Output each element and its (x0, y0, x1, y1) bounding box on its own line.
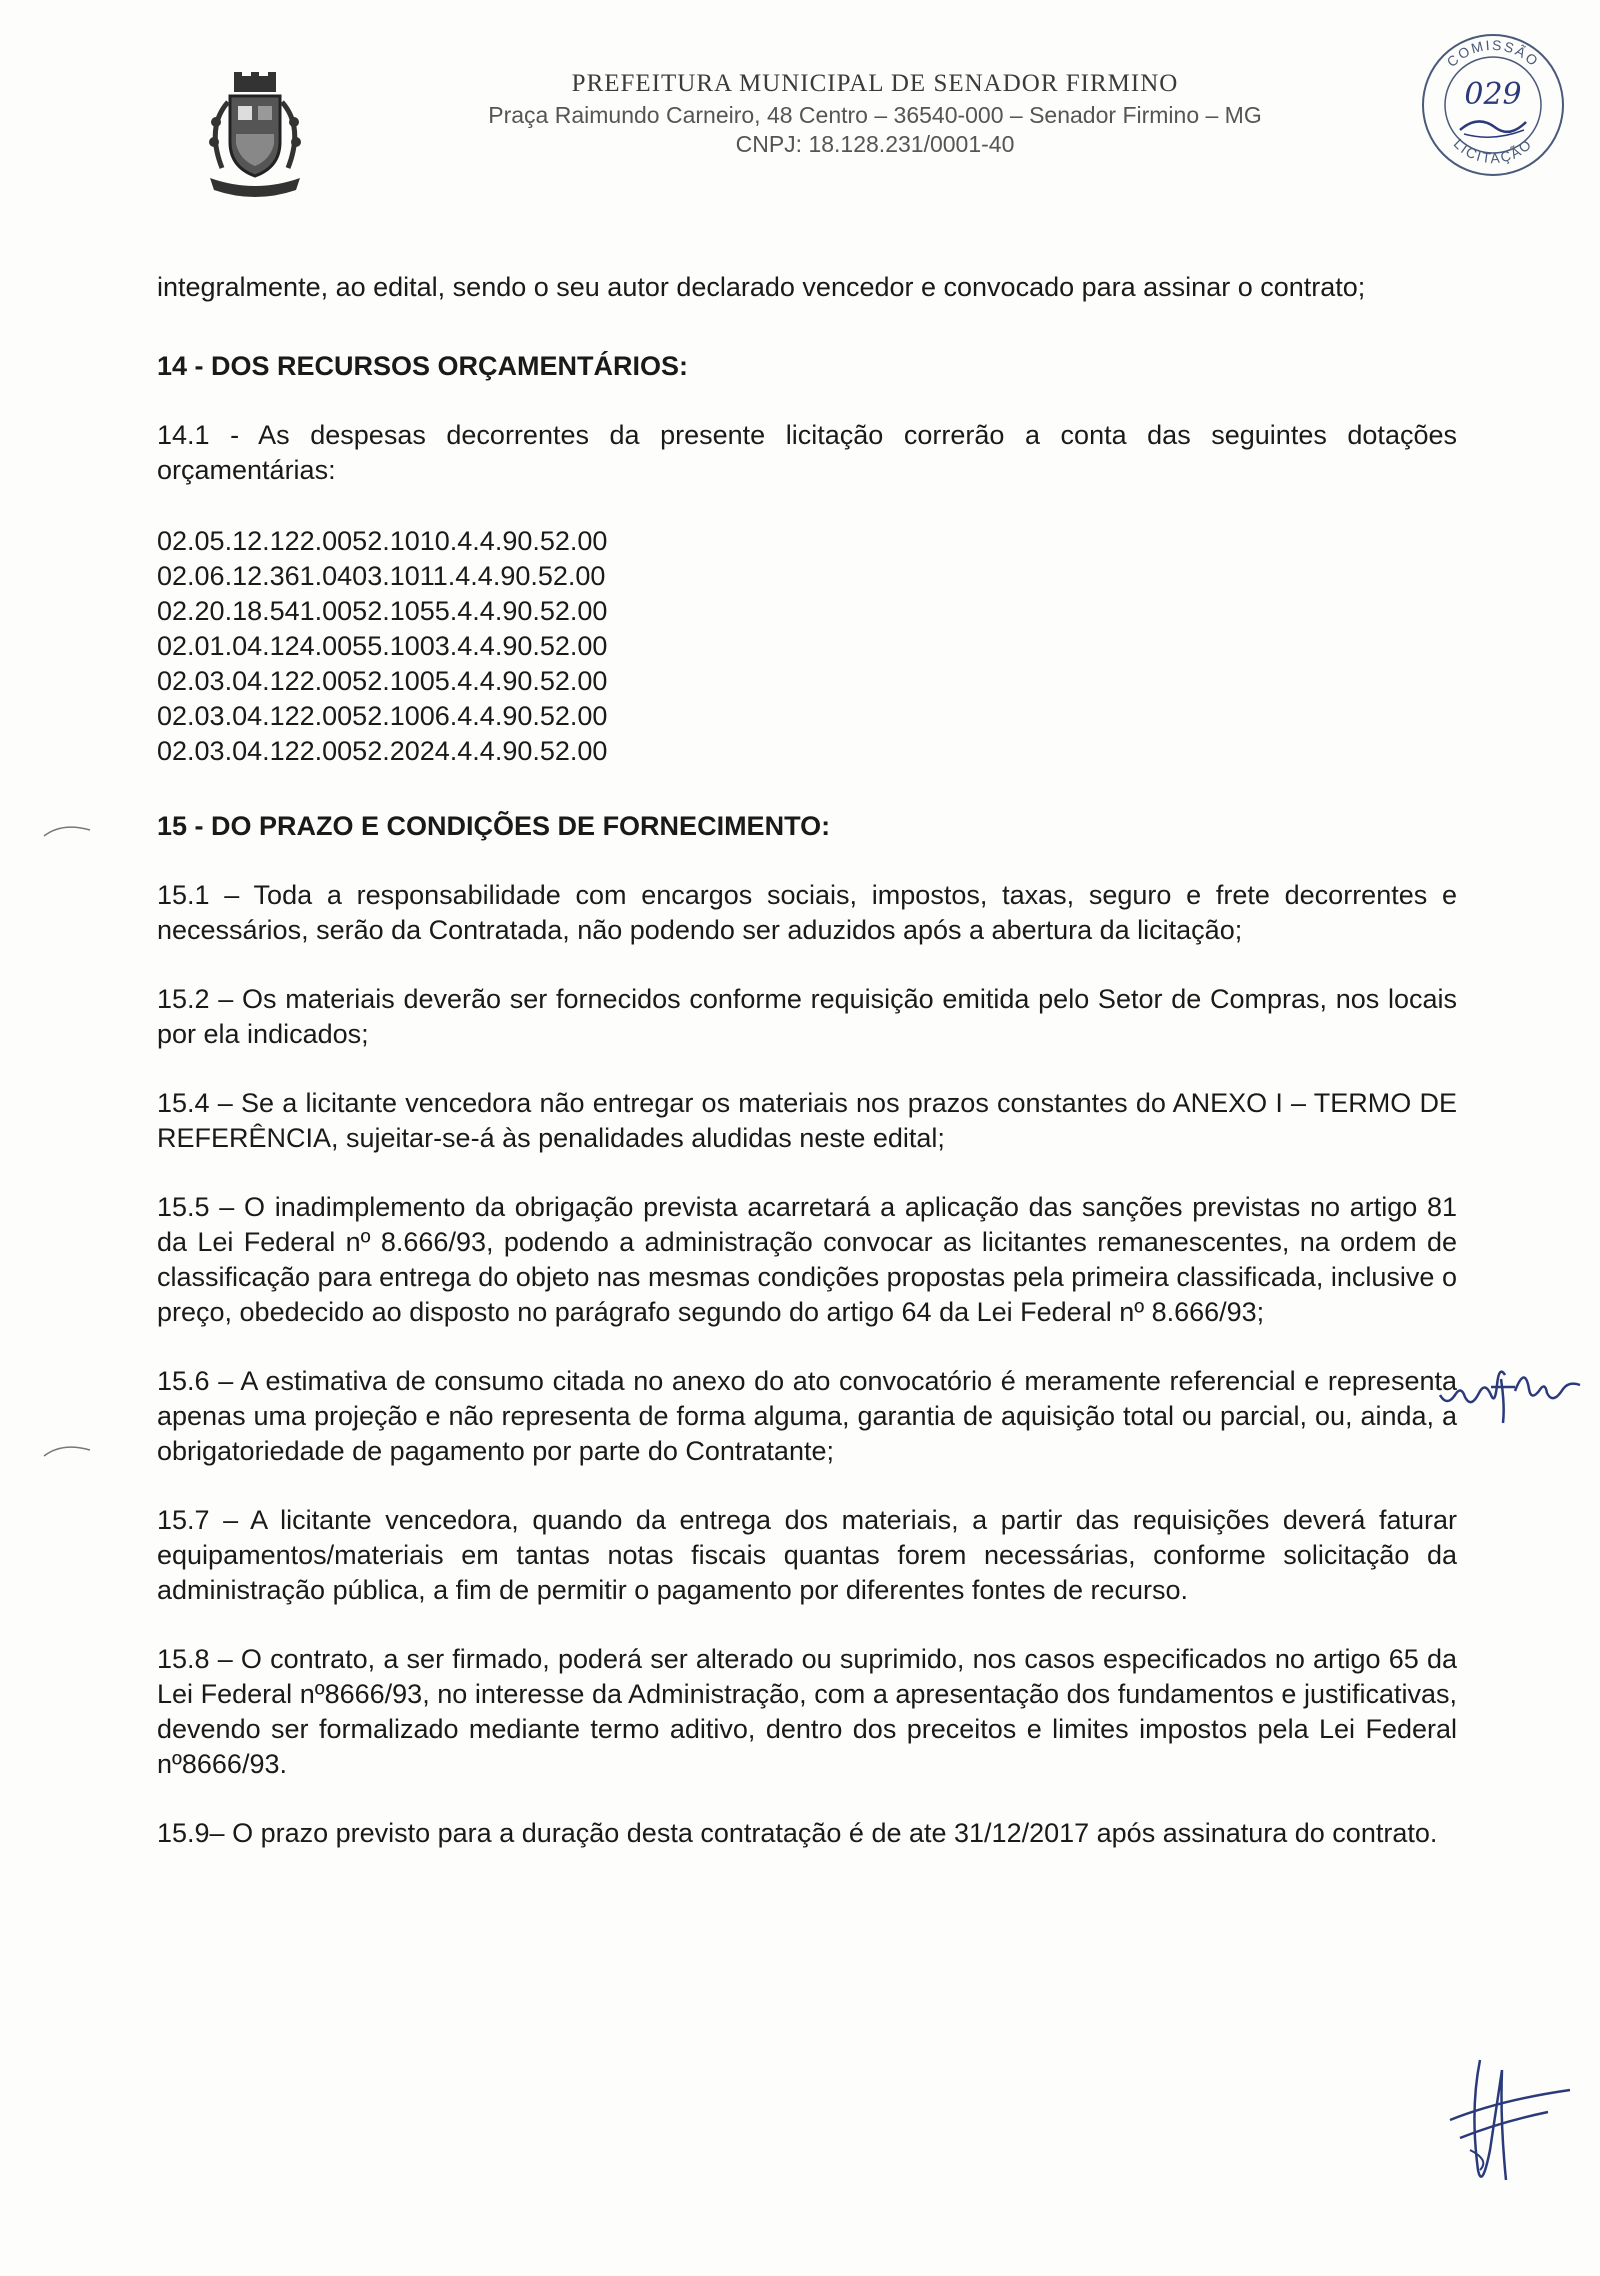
header-cnpj: CNPJ: 18.128.231/0001-40 (735, 131, 1015, 157)
intro-paragraph: integralmente, ao edital, sendo o seu autor declarado vencedor e convocado para assinar o contrato; (157, 272, 1366, 302)
budget-allocation: 02.01.04.124.0055.1003.4.4.90.52.00 (157, 631, 608, 661)
clause-15-5: 15.5 – O inadimplemento da obrigação prevista acarretará a aplicação das sanções previstas no artigo 81 da Lei Federal nº 8.666/93, podendo a administração convocar as licitantes remanescentes, na ordem de classificação para entrega do objeto nas mesmas condições propostas pela primeira classificada, inclusive o preço, obedecido ao disposto no parágrafo segundo do artigo 64 da Lei Federal nº 8.666/93; (157, 1192, 1457, 1327)
handwritten-signature-icon (1430, 2050, 1580, 2200)
clause-15-1: 15.1 – Toda a responsabilidade com encargos sociais, impostos, taxas, seguro e frete decorrentes e necessários, serão da Contratada, não podendo ser aduzidos após a abertura da licitação; (157, 880, 1457, 945)
margin-mark-icon (42, 1440, 92, 1460)
budget-allocation: 02.05.12.122.0052.1010.4.4.90.52.00 (157, 526, 608, 556)
clause-15-7: 15.7 – A licitante vencedora, quando da entrega dos materiais, a partir das requisições deverá faturar equipamentos/materiais em tantas notas fiscais quantas forem necessárias, conforme solicitação da administração pública, a fim de permitir o pagamento por diferentes fontes de recurso. (157, 1505, 1457, 1605)
clause-15-6: 15.6 – A estimativa de consumo citada no anexo do ato convocatório é meramente referencial e representa apenas uma projeção e não representa de forma alguma, garantia de aquisição total ou parcial, ou, ainda, a obrigatoriedade de pagamento por parte do Contratante; (157, 1366, 1457, 1466)
budget-allocation: 02.03.04.122.0052.1006.4.4.90.52.00 (157, 701, 608, 731)
clause-15-9: 15.9– O prazo previsto para a duração desta contratação é de ate 31/12/2017 após assinatura do contrato. (157, 1818, 1438, 1848)
svg-text:LICITAÇÃO (1451, 135, 1536, 166)
clause-15-2: 15.2 – Os materiais deverão ser fornecidos conforme requisição emitida pelo Setor de Compras, nos locais por ela indicados; (157, 984, 1457, 1049)
budget-allocation: 02.06.12.361.0403.1011.4.4.90.52.00 (157, 561, 606, 591)
clause-15-4: 15.4 – Se a licitante vencedora não entregar os materiais nos prazos constantes do ANEXO I – TERMO DE REFERÊNCIA, sujeitar-se-á às penalidades aludidas neste edital; (157, 1088, 1457, 1153)
margin-mark-icon (42, 820, 92, 840)
budget-allocations-list (157, 524, 1457, 769)
header-address: Praça Raimundo Carneiro, 48 Centro – 36540-000 – Senador Firmino – MG (488, 102, 1262, 128)
municipal-coat-of-arms-icon (200, 72, 310, 197)
budget-allocation: 02.03.04.122.0052.1005.4.4.90.52.00 (157, 666, 608, 696)
stamp-top-text: COMISSÃO (1443, 36, 1543, 71)
section-14-title: 14 - DOS RECURSOS ORÇAMENTÁRIOS: (157, 351, 689, 381)
handwritten-initials-icon (1435, 1345, 1585, 1425)
svg-text:COMISSÃO (1443, 37, 1542, 70)
section-15-title: 15 - DO PRAZO E CONDIÇÕES DE FORNECIMENTO: (157, 811, 831, 841)
stamp-page-number: 029 (1464, 77, 1522, 112)
clause-15-8: 15.8 – O contrato, a ser firmado, poderá ser alterado ou suprimido, nos casos especificados no artigo 65 da Lei Federal nº8666/93, no interesse da Administração, com a apresentação dos fundamentos e justificativas, devendo ser formalizado mediante termo aditivo, dentro dos preceitos e limites impostos pela Lei Federal nº8666/93. (157, 1644, 1457, 1779)
stamp-bottom-text: LICITAÇÃO (1450, 135, 1536, 167)
budget-allocation: 02.20.18.541.0052.1055.4.4.90.52.00 (157, 596, 608, 626)
document-body (157, 270, 1457, 1885)
clause-14-1: 14.1 - As despesas decorrentes da presente licitação correrão a conta das seguintes dotações orçamentárias: (157, 420, 1457, 485)
commission-stamp-icon (1418, 30, 1568, 180)
header-title: PREFEITURA MUNICIPAL DE SENADOR FIRMINO (571, 70, 1179, 97)
document-header (360, 70, 1390, 160)
budget-allocation: 02.03.04.122.0052.2024.4.4.90.52.00 (157, 736, 608, 766)
